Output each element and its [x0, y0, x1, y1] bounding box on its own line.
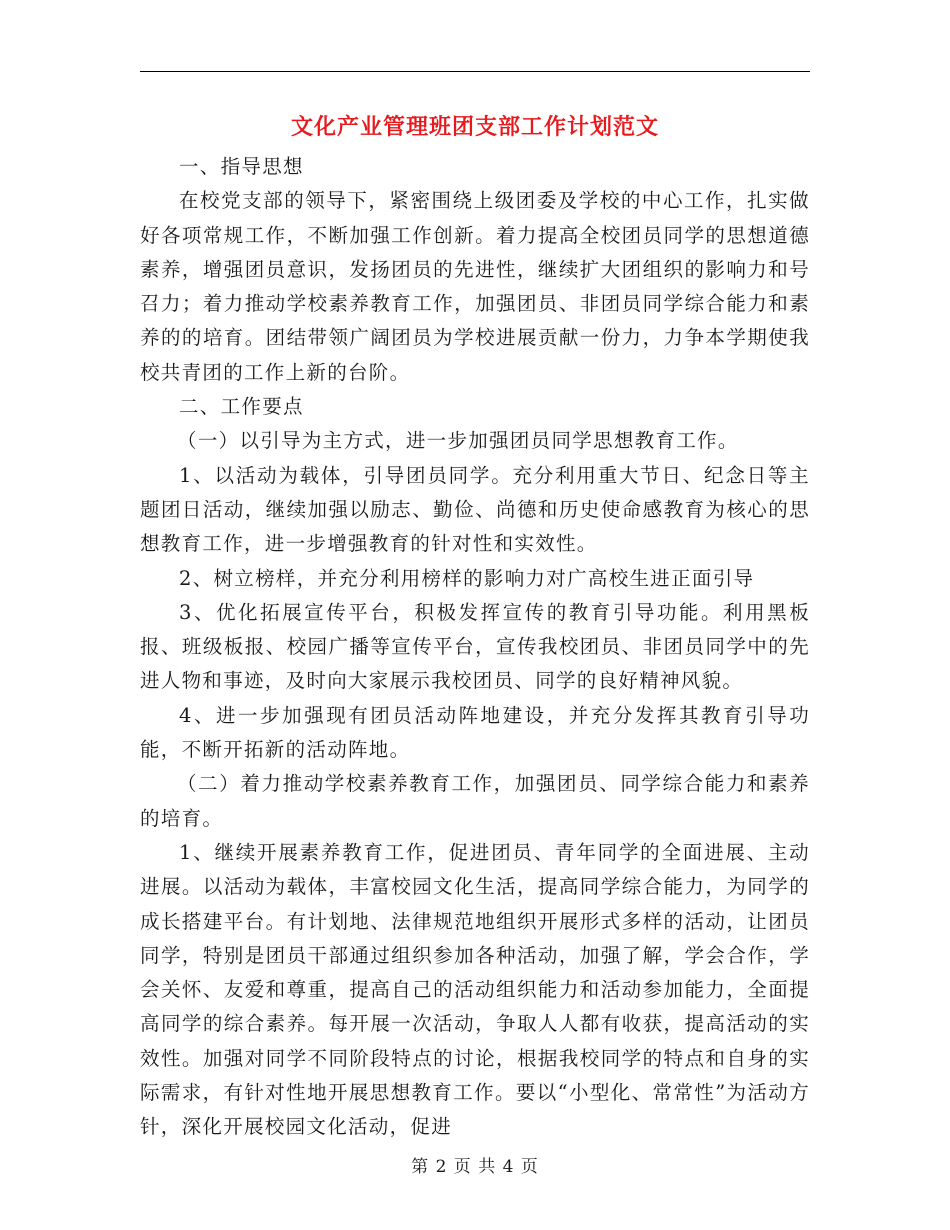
body-paragraph: 2、树立榜样，并充分利用榜样的影响力对广高校生进正面引导 [179, 566, 755, 590]
body-paragraph: 1、以活动为载体，引导团员同学。充分利用重大节日、纪念日等主题团日活动，继续加强以励志、勤俭、尚德和历史使命感教育为核心的思想教育工作，进一步增强教育的针对性和实效性。 [140, 463, 810, 556]
body-paragraph: 4、进一步加强现有团员活动阵地建设，并充分发挥其教育引导功能，不断开拓新的活动阵地。 [140, 703, 810, 762]
section-heading: 一、指导思想 [179, 155, 304, 178]
body-paragraph: 1、继续开展素养教育工作，促进团员、青年同学的全面进展、主动进展。以活动为载体，丰富校园文化生活，提高同学综合能力，为同学的成长搭建平台。有计划地、法律规范地组织开展形式多样的活动，让团员同学，特别是团员干部通过组织参加各种活动，加强了解，学会合作，学会关怀、友爱和尊重，提高自己的活动组织能力和活动参加能力，全面提高同学的综合素养。每开展一次活动，争取人人都有收获，提高活动的实效性。加强对同学不同阶段特点的讨论，根据我校同学的特点和自身的实际需求，有针对性地开展思想教育工作。要以“小型化、常常性”为活动方针，深化开展校园文化活动，促进 [140, 840, 810, 1139]
section-heading: 二、工作要点 [179, 395, 304, 419]
body-paragraph: 3、优化拓展宣传平台，积极发挥宣传的教育引导功能。利用黑板报、班级板报、校园广播等宣传平台，宣传我校团员、非团员同学中的先进人物和事迹，及时向大家展示我校团员、同学的良好精神风貌。 [140, 600, 810, 693]
page-number: 第 2 页 共 4 页 [411, 1157, 539, 1177]
subsection-heading: （一）以引导为主方式，进一步加强团员同学思想教育工作。 [177, 429, 739, 453]
body-paragraph: 在校党支部的领导下，紧密围绕上级团委及学校的中心工作，扎实做好各项常规工作，不断加强工作创新。着力提高全校团员同学的思想道德素养，增强团员意识，发扬团员的先进性，继续扩大团组织的影响力和号召力；着力推动学校素养教育工作，加强团员、非团员同学综合能力和素养的的培育。团结带领广阔团员为学校进展贡献一份力，力争本学期使我校共青团的工作上新的台阶。 [140, 189, 810, 384]
document-title: 文化产业管理班团支部工作计划范文 [290, 114, 659, 140]
header-rule [140, 71, 810, 72]
document-body [140, 150, 810, 1145]
subsection-heading: （二）着力推动学校素养教育工作，加强团员、同学综合能力和素养的培育。 [140, 772, 810, 830]
